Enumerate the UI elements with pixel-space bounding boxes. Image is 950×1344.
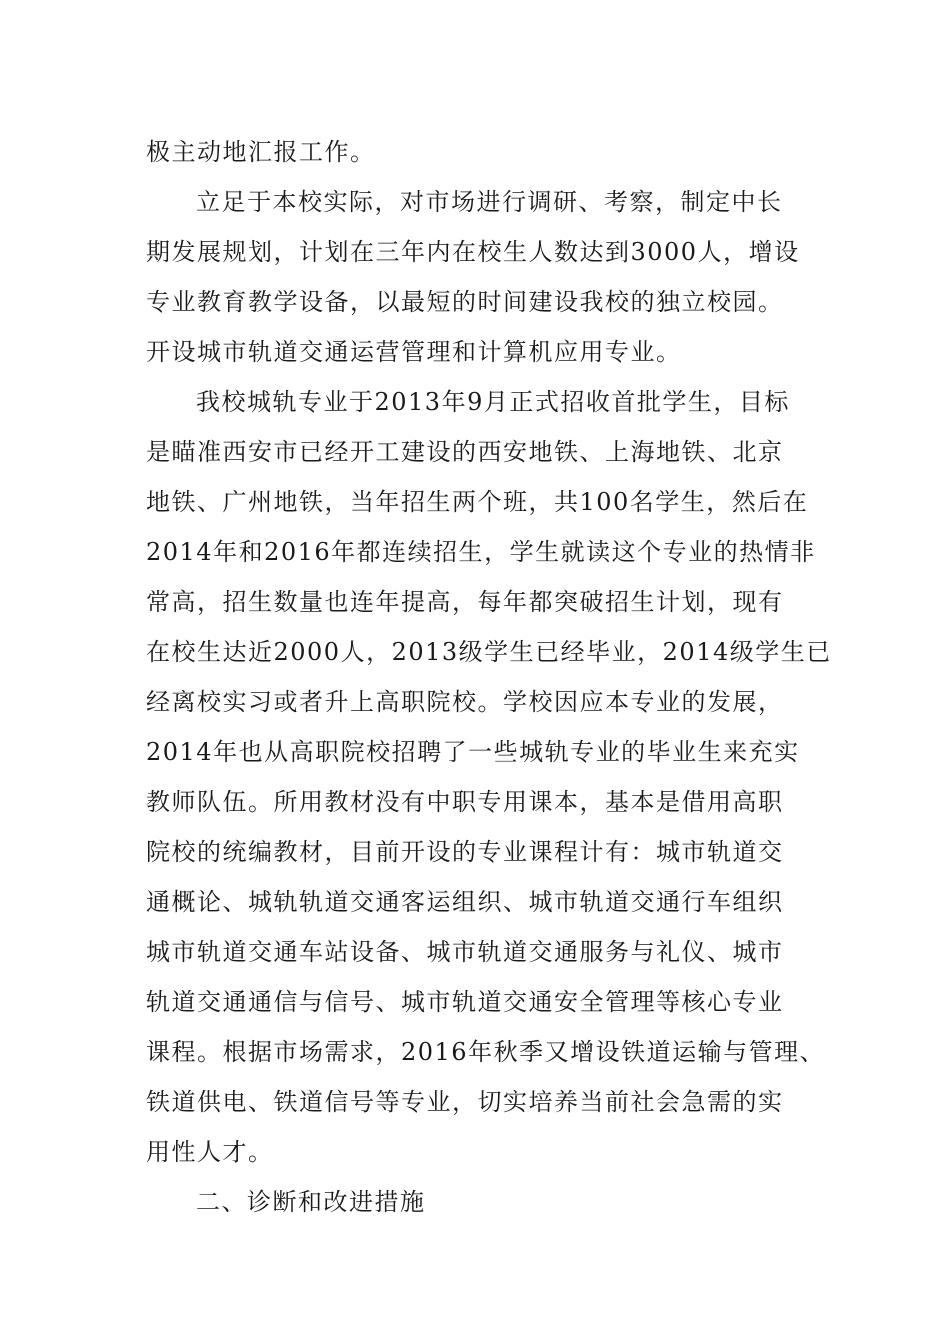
text-line: 轨道交通通信与信号、城市轨道交通安全管理等核心专业	[146, 988, 784, 1016]
text-line: 是瞄准西安市已经开工建设的西安地铁、上海地铁、北京	[146, 438, 784, 466]
text-line: 专业教育教学设备，以最短的时间建设我校的独立校园。	[146, 288, 784, 316]
text-line: 在校生达近2000人，2013级学生已经毕业，2014级学生已	[146, 638, 832, 666]
text-line: 课程。根据市场需求，2016年秋季又增设铁道运输与管理、	[146, 1038, 826, 1066]
text-line: 铁道供电、铁道信号等专业，切实培养当前社会急需的实	[146, 1088, 784, 1116]
text-line: 地铁、广州地铁，当年招生两个班，共100名学生，然后在	[146, 488, 809, 516]
paragraph-first-line: 立足于本校实际，对市场进行调研、考察，制定中长	[196, 188, 783, 216]
text-line: 院校的统编教材，目前开设的专业课程计有：城市轨道交	[146, 838, 784, 866]
text-line: 极主动地汇报工作。	[146, 138, 376, 166]
text-line: 用性人才。	[146, 1138, 274, 1166]
text-line: 教师队伍。所用教材没有中职专用课本，基本是借用高职	[146, 788, 784, 816]
text-line: 通概论、城轨轨道交通客运组织、城市轨道交通行车组织	[146, 888, 784, 916]
text-line: 2014年和2016年都连续招生，学生就读这个专业的热情非	[146, 538, 816, 566]
text-line: 2014年也从高职院校招聘了一些城轨专业的毕业生来充实	[146, 738, 800, 766]
text-line: 开设城市轨道交通运营管理和计算机应用专业。	[146, 338, 682, 366]
text-line: 期发展规划，计划在三年内在校生人数达到3000人，增设	[146, 238, 800, 266]
section-heading: 二、诊断和改进措施	[196, 1188, 426, 1216]
text-line: 常高，招生数量也连年提高，每年都突破招生计划，现有	[146, 588, 784, 616]
paragraph-first-line: 我校城轨专业于2013年9月正式招收首批学生，目标	[196, 388, 790, 416]
text-line: 城市轨道交通车站设备、城市轨道交通服务与礼仪、城市	[146, 938, 784, 966]
text-line: 经离校实习或者升上高职院校。学校因应本专业的发展，	[146, 688, 784, 716]
